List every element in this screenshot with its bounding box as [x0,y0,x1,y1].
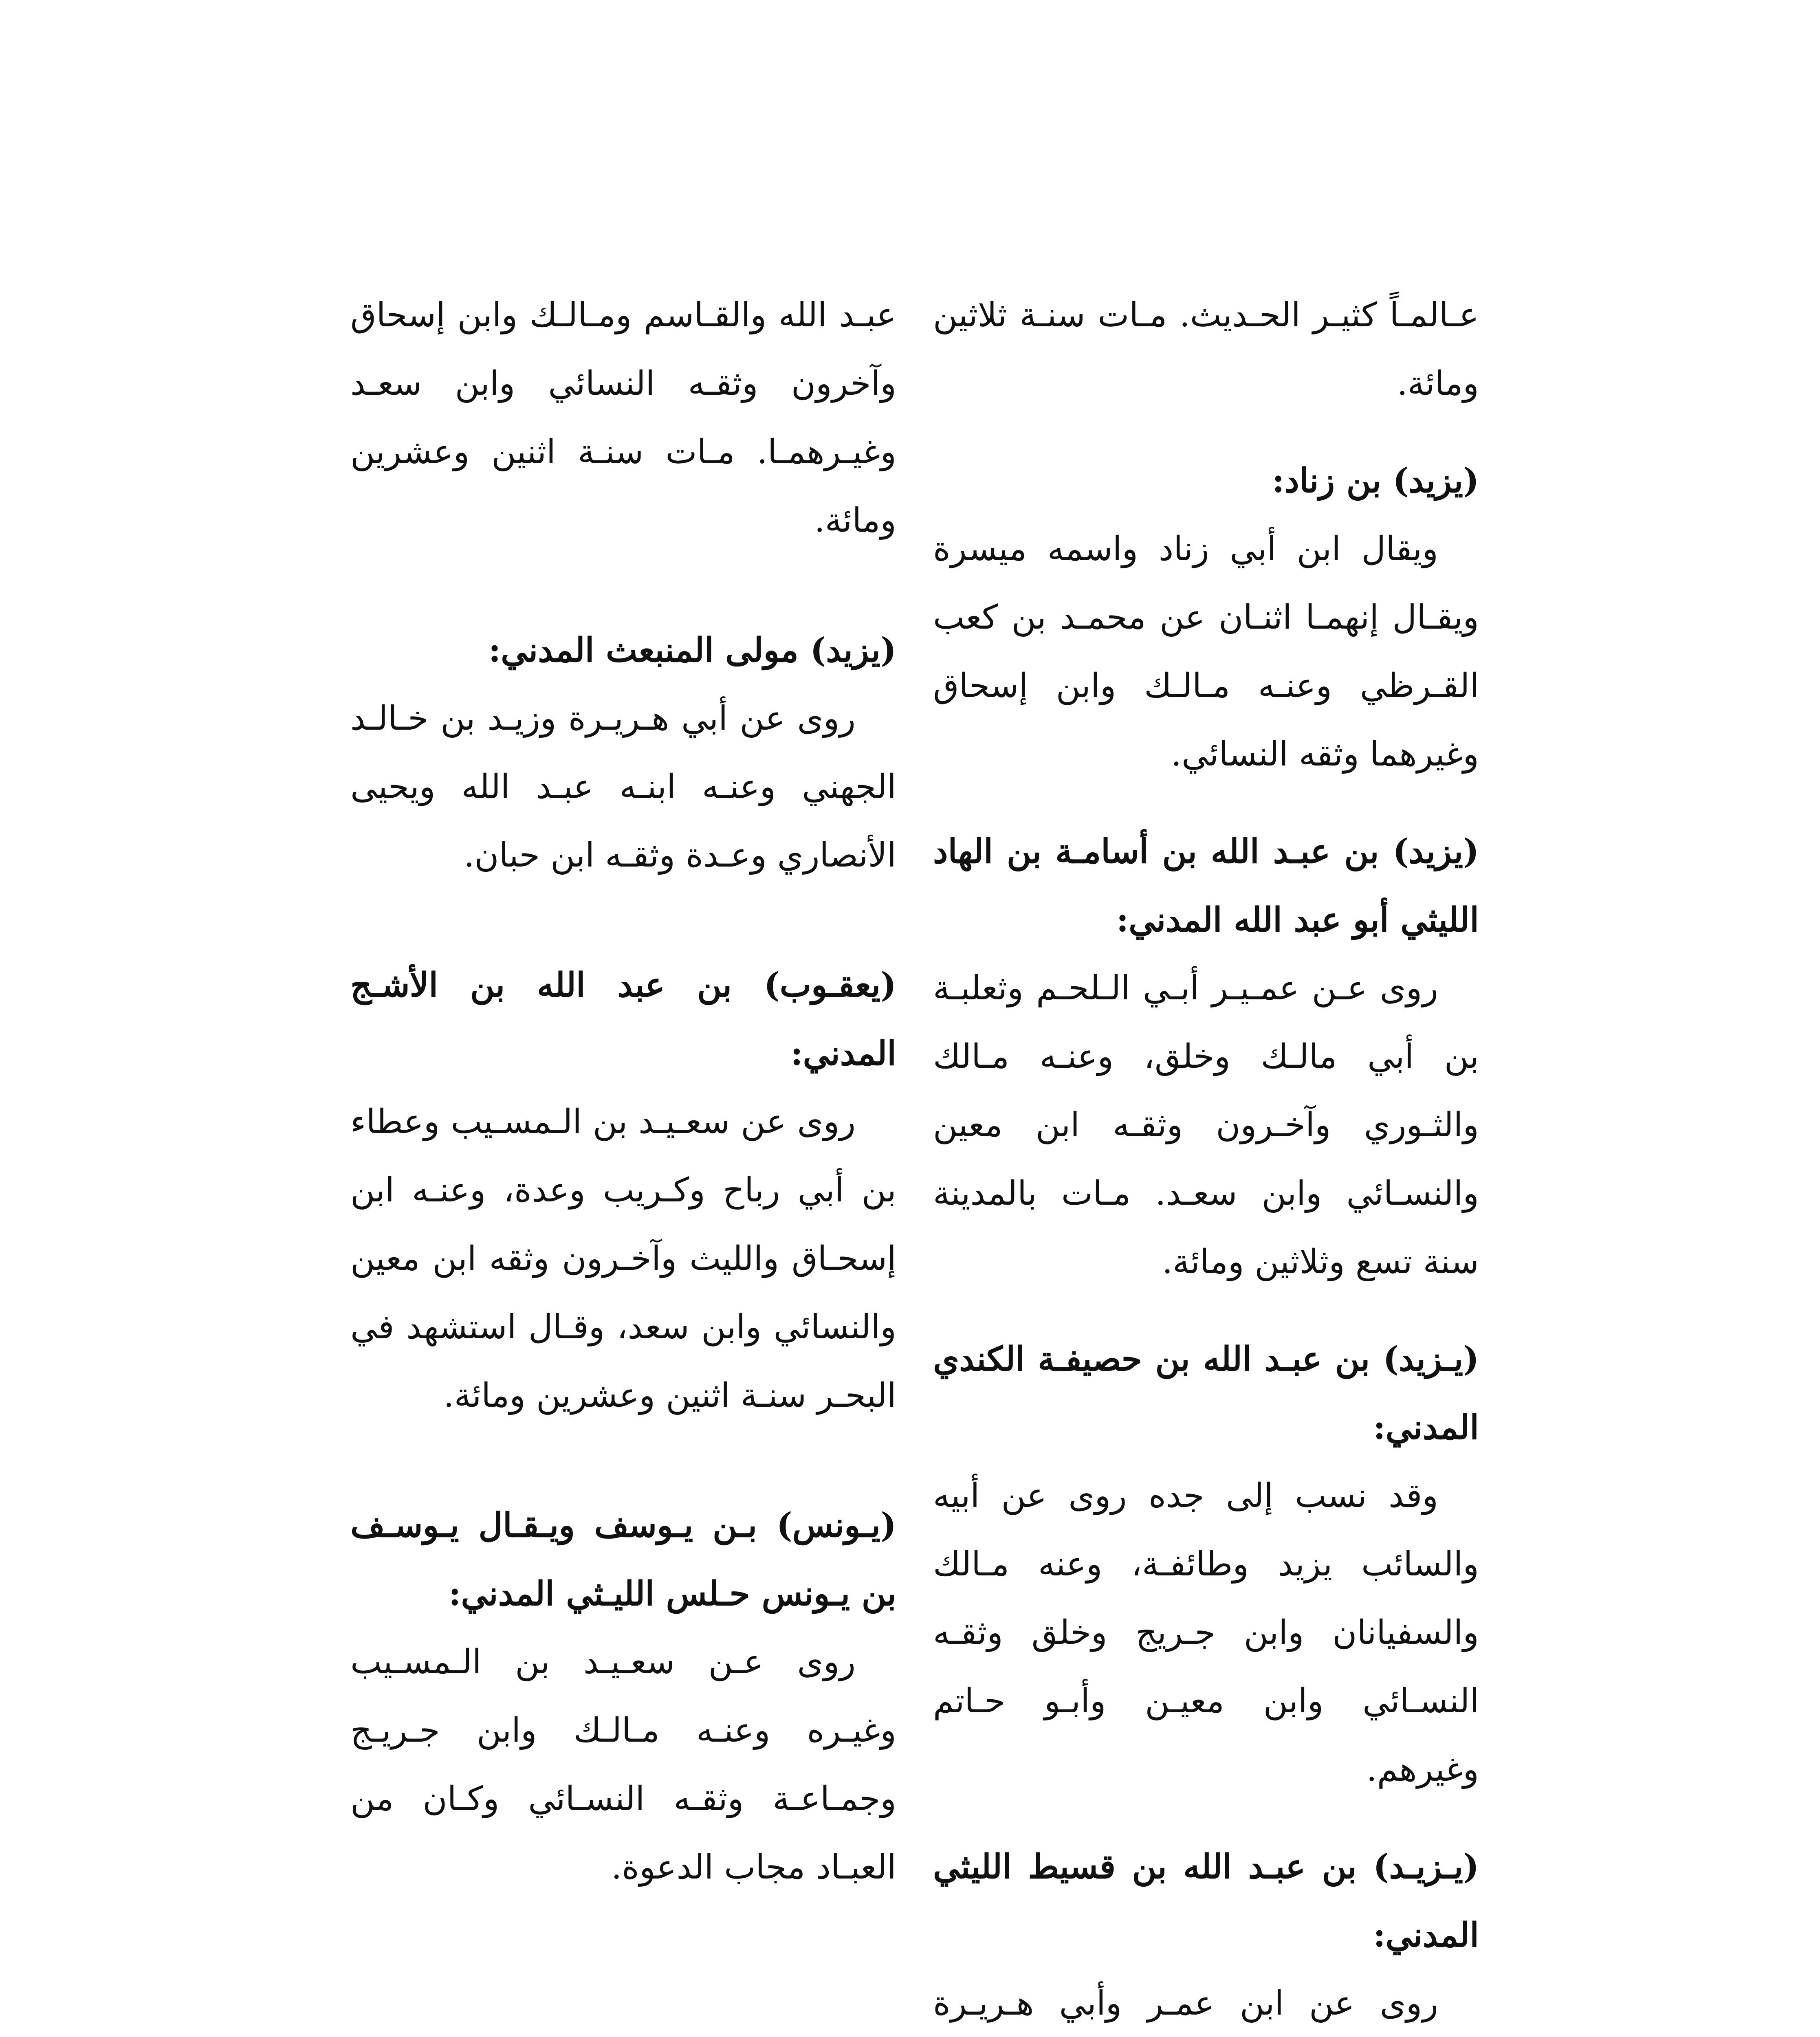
continuation-entry [933,281,1479,418]
right-column [933,281,1479,2037]
entry-heading: (يزيد) مولى المنبعث المدني: [488,631,896,670]
continuation-text: عـالمـاً كثيـر الحـديث. مـات سنـة ثلاثين ومائة. [933,296,1479,403]
entry-heading: (يزيد) بن عبـد الله بن أسامـة بن الهاد الليثي أبو عبد الله المدني: [933,832,1479,939]
biography-entry [350,616,896,890]
biography-entry [933,447,1479,789]
entry-heading: (يـزيـد) بن عبـد الله بن قسيط الليثي المدني: [933,1847,1479,1955]
biography-entry [933,1832,1479,2037]
entry-heading: (يـونس) بـن يـوسف ويـقـال يـوسـف بن يـونس حـلس الليـثي المدني: [350,1506,896,1613]
biography-entry [350,1491,896,1902]
entry-body: روى عن أبي هـريـرة وزيـد بن خـالـد الجهني وعنـه ابنـه عبـد الله ويحيى الأنصاري وعـدة وثقـه ابن حبان. [350,699,896,875]
entry-body: وقد نسب إلى جده روى عن أبيه والسائب يزيد وطائفـة، وعنه مـالك والسفيانان وابن جـريج وخلق وثقـه النسـائي وابن معيـن وأبـو حـاتم وغيرهم. [933,1476,1479,1789]
biography-entry [933,1325,1479,1804]
entry-body: ويقال ابن أبي زناد واسمه ميسرة ويقـال إنهمـا اثنـان عن محمـد بن كعب القـرظي وعنـه مـالـك وابن إسحاق وغيرهما وثقه النسائي. [933,530,1479,774]
entry-body: روى عن سعـيـد بن الـمسـيب وعطاء بن أبي رباح وكـريب وعدة، وعنـه ابن إسحـاق والليث وآخـرون وثقه ابن معين والنسائي وابن سعد، وقـال استشهد في البحـر سنـة اثنين وعشرين ومائة. [350,1102,896,1415]
continuation-entry [350,281,896,555]
left-column [350,281,896,1930]
entry-heading: (يزيد) بن زناد: [1272,461,1479,500]
biography-entry [350,951,896,1430]
entry-body: روى عن ابن عمـر وأبي هـريـرة [933,1984,1438,2023]
entry-heading: (يعقـوب) بن عبد الله بن الأشـج المدني: [350,966,896,1073]
entry-heading: (يـزيد) بن عبـد الله بن حصيفـة الكندي المدني: [933,1340,1479,1447]
entry-body: روى عـن عمـيـر أبـي الـلحـم وثعلبـة بن أبي مالـك وخلق، وعنـه مـالك والثـوري وآخـرون وثقـه ابن معين والنسـائي وابن سعـد. مـات بالمدينة سنة تسع وثلاثين ومائة. [933,969,1479,1281]
continuation-text: عبـد الله والقـاسم ومـالـك وابن إسحاق وآخرون وثقـه النسائي وابن سعـد وغيـرهمـا. مـات سنـة اثنين وعشرين ومائة. [350,296,896,540]
entry-body: روى عـن سعـيـد بن الـمسـيب وغيـره وعنـه مـالـك وابن جـريـج وجمـاعـة وثقـه النسـائي وكـان من العبـاد مجاب الدعوة. [350,1643,896,1887]
biography-entry [933,817,1479,1296]
